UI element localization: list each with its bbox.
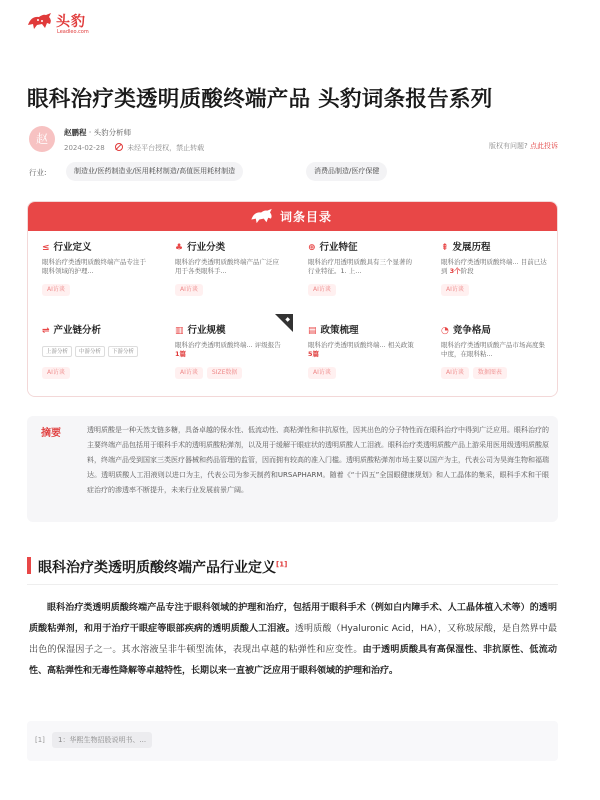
toc-item-features[interactable] — [294, 231, 426, 314]
section-accent-bar — [27, 557, 31, 574]
flag-mark-icon: ◆ — [285, 316, 290, 323]
corner-flag — [275, 314, 293, 332]
toc-item-title: 行业定义 — [53, 242, 92, 253]
complaint-link[interactable]: 点此投诉 — [530, 142, 558, 150]
toc-item-scale[interactable] — [161, 314, 293, 397]
report-count: 1篇 — [175, 350, 187, 358]
toc-item-history[interactable] — [427, 231, 558, 314]
toc-item-desc: 眼科治疗用透明质酸具有三个显著的行业特征。1. 上... — [308, 258, 412, 275]
upstream-tag[interactable]: 上游分析 — [42, 346, 72, 357]
toc-item-chain[interactable] — [28, 314, 160, 397]
history-icon: ⇞ — [441, 243, 449, 253]
page-title: 眼科治疗类透明质酸终端产品 头豹词条报告系列 — [27, 87, 493, 112]
body-plain: 透明质酸（Hyaluronic Acid，HA），又称玻尿酸，是自然界中最出色的保湿因子之一。其水溶液呈非牛顿型流体，表现出卓越的粘弹性和应变性。 — [29, 624, 557, 655]
toc-item-desc: 眼科治疗类透明质酸产品市场高度集中度，在眼科粘... — [441, 341, 545, 358]
author-name[interactable]: 赵鹏程 — [64, 128, 87, 137]
toc-item-title: 行业规模 — [187, 325, 226, 336]
publish-date: 2024-02-28 — [64, 144, 105, 152]
ai-interview-tag[interactable]: AI访谈 — [308, 367, 336, 379]
size-data-tag[interactable]: SIZE数据 — [207, 367, 242, 379]
industry-tag[interactable]: 消费品制造/医疗保健 — [306, 162, 387, 181]
toc-item-desc: 眼科治疗类透明质酸终端... 相关政策 — [308, 341, 414, 349]
reference-chip[interactable]: 1：华熙生物招股说明书、... — [52, 732, 152, 748]
ai-interview-tag[interactable]: AI访谈 — [441, 284, 469, 296]
toc-header — [28, 202, 558, 231]
toc-title: 词条目录 — [280, 210, 333, 224]
author-separator: · — [88, 128, 92, 137]
ai-interview-tag[interactable]: AI访谈 — [308, 284, 336, 296]
reference-box — [27, 721, 558, 761]
reference-mark[interactable]: [1] — [276, 560, 288, 569]
reference-number: [1] — [35, 736, 45, 744]
midstream-tag[interactable]: 中游分析 — [75, 346, 105, 357]
author-line — [64, 127, 131, 138]
toc-item-title: 竞争格局 — [452, 325, 491, 336]
ai-interview-tag[interactable]: AI访谈 — [175, 284, 203, 296]
policy-icon: ▤ — [308, 326, 317, 336]
abstract-label: 摘要 — [41, 428, 61, 439]
stage-count: 3个 — [449, 267, 461, 275]
toc-item-definition[interactable] — [28, 231, 160, 314]
toc-item-desc: 眼科治疗类透明质酸终端产品广泛应用于各类眼科手... — [175, 258, 279, 275]
toc-item-competition[interactable] — [427, 314, 558, 397]
author-role: 头豹分析师 — [93, 128, 132, 137]
leopard-logo-icon — [27, 12, 53, 30]
copyright-complaint — [489, 141, 558, 151]
industry-tag[interactable]: 制造业/医药制造业/医用耗材制造/高值医用耗材制造 — [66, 162, 243, 181]
abstract-box — [27, 416, 558, 522]
toc-item-classification[interactable] — [161, 231, 293, 314]
section-divider — [27, 584, 558, 585]
ai-interview-tag[interactable]: AI访谈 — [441, 367, 469, 379]
industry-label: 行业: — [29, 168, 47, 177]
ai-interview-tag[interactable]: AI访谈 — [175, 367, 203, 379]
ai-interview-tag[interactable]: AI访谈 — [42, 367, 70, 379]
section-title-text: 眼科治疗类透明质酸终端产品行业定义 — [38, 560, 276, 576]
toc-grid — [28, 231, 558, 397]
section-body — [29, 598, 557, 682]
abstract-text: 透明质酸是一种天然支链多糖，具备卓越的保水性、低流动性、高粘弹性和非抗原性，因其出色的分子特性而在眼科治疗中得到广泛应用。眼科治疗的主要终端产品包括用于眼科手术的透明质酸粘弹剂，以及用于缓解干眼症状的透明质酸人工泪液。眼科治疗类透明质酸产品上游采用医用级透明质酸原料，终端产品受到国家三类医疗器械和药品管理的监管，因而拥有较高的准入门槛。透明质酸粘弹剂市场主要以国产为主，代表公司为昊海生物和福瑞达。透明质酸人工泪液则以进口为主，代表公司为参天制药和URSAPHARM。随着《“十四五”全国眼健康规划》和人工晶体的集采，眼科手术和干眼症治疗的渗透率不断提升，未来行业发展前景广阔。 — [87, 426, 549, 494]
scale-icon: ▥ — [175, 326, 184, 336]
no-reprint-icon — [115, 143, 123, 151]
toc-item-title: 政策梳理 — [320, 325, 359, 336]
toc-item-desc: 眼科治疗类透明质酸终端... 目前已达到 — [441, 258, 547, 275]
avatar[interactable]: 赵 — [29, 126, 55, 152]
section-title — [38, 557, 287, 577]
downstream-tag[interactable]: 下游分析 — [108, 346, 138, 357]
body-lead-2: 由于透明质酸具有高保湿性、非抗原性、低流动性、高粘弹性和无毒性降解等卓越特性，长期以来一直被广泛应用于眼科领域的护理和治疗。 — [29, 645, 557, 676]
ai-interview-tag[interactable]: AI访谈 — [42, 284, 70, 296]
data-chart-tag[interactable]: 数据图表 — [473, 367, 507, 379]
features-icon: ⊕ — [308, 243, 316, 253]
toc-item-title: 行业分类 — [187, 242, 226, 253]
toc-panel — [27, 201, 558, 397]
competition-icon: ◔ — [441, 326, 449, 336]
brand-logo[interactable] — [27, 10, 107, 38]
policy-count: 5篇 — [308, 350, 320, 358]
toc-item-desc: 眼科治疗类透明质酸终端... 评级报告 — [175, 341, 281, 349]
leopard-logo-icon — [250, 208, 274, 224]
complaint-prefix: 版权有问题? — [489, 142, 528, 150]
brand-domain: Leadleo.com — [57, 29, 89, 35]
definition-icon: ≤ — [42, 243, 50, 253]
toc-item-title: 行业特征 — [319, 242, 358, 253]
classification-icon: ♣ — [175, 243, 184, 253]
copyright-notice: 未经平台授权，禁止转载 — [127, 144, 205, 152]
toc-item-title: 产业链分析 — [53, 325, 102, 336]
toc-item-title: 发展历程 — [452, 242, 491, 253]
toc-item-policy[interactable] — [294, 314, 426, 397]
chain-icon: ⇌ — [42, 326, 50, 336]
meta-line — [64, 142, 204, 153]
brand-name: 头豹 — [56, 14, 86, 30]
toc-item-desc: 眼科治疗类透明质酸终端产品专注于眼科领域的护理... — [42, 258, 146, 275]
toc-item-desc-tail: 阶段 — [460, 267, 474, 275]
body-lead: 眼科治疗类透明质酸终端产品专注于眼科领域的护理和治疗，包括用于眼科手术（例如白内障手术、人工晶体植入术等）的透明质酸粘弹剂，和用于治疗干眼症等眼部疾病的透明质酸人工泪液。 — [29, 603, 557, 634]
